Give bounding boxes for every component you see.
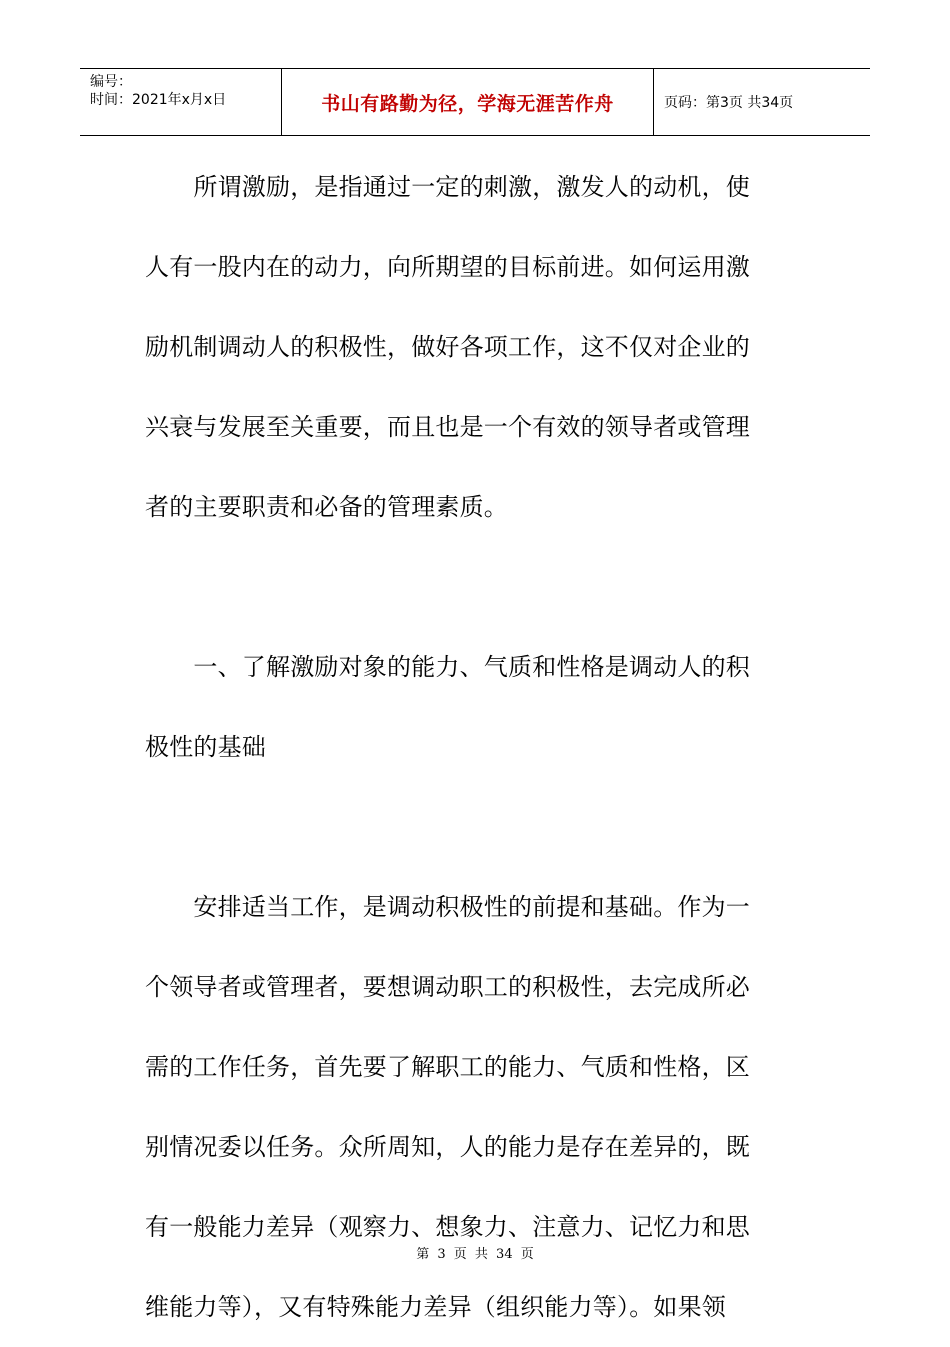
body-blank-line (145, 787, 785, 867)
body-line: 人有一股内在的动力，向所期望的目标前进。如何运用激 (145, 253, 750, 281)
header-motto: 书山有路勤为径，学海无涯苦作舟 (282, 69, 654, 135)
body-line: 励机制调动人的积极性，做好各项工作，这不仅对企业的 (145, 333, 750, 361)
section-heading-line: 极性的基础 (145, 733, 266, 761)
body-line: 所谓激励，是指通过一定的刺激，激发人的动机，使 (145, 173, 750, 201)
time-label: 时间：2021年x月x日 (90, 92, 227, 108)
page-footer: 第 3 页 共 34 页 (416, 1247, 534, 1262)
body-line: 兴衰与发展至关重要，而且也是一个有效的领导者或管理 (145, 413, 750, 441)
body-line: 别情况委以任务。众所周知，人的能力是存在差异的，既 (145, 1133, 750, 1161)
body-line: 者的主要职责和必备的管理素质。 (145, 493, 508, 521)
body-blank-line (145, 547, 785, 627)
document-body (145, 147, 785, 1347)
number-label: 编号： (90, 74, 132, 90)
body-line: 维能力等），又有特殊能力差异（组织能力等）。如果领 (145, 1293, 726, 1321)
body-line: 个领导者或管理者，要想调动职工的积极性，去完成所必 (145, 973, 750, 1001)
header-meta-cell (80, 69, 282, 135)
body-line: 有一般能力差异（观察力、想象力、注意力、记忆力和思 (145, 1213, 750, 1241)
header-page-info: 页码：第3页 共34页 (664, 95, 794, 111)
section-heading-line: 一、了解激励对象的能力、气质和性格是调动人的积 (145, 653, 750, 681)
body-line: 需的工作任务，首先要了解职工的能力、气质和性格，区 (145, 1053, 750, 1081)
body-line: 安排适当工作，是调动积极性的前提和基础。作为一 (145, 893, 750, 921)
document-header (80, 68, 870, 136)
